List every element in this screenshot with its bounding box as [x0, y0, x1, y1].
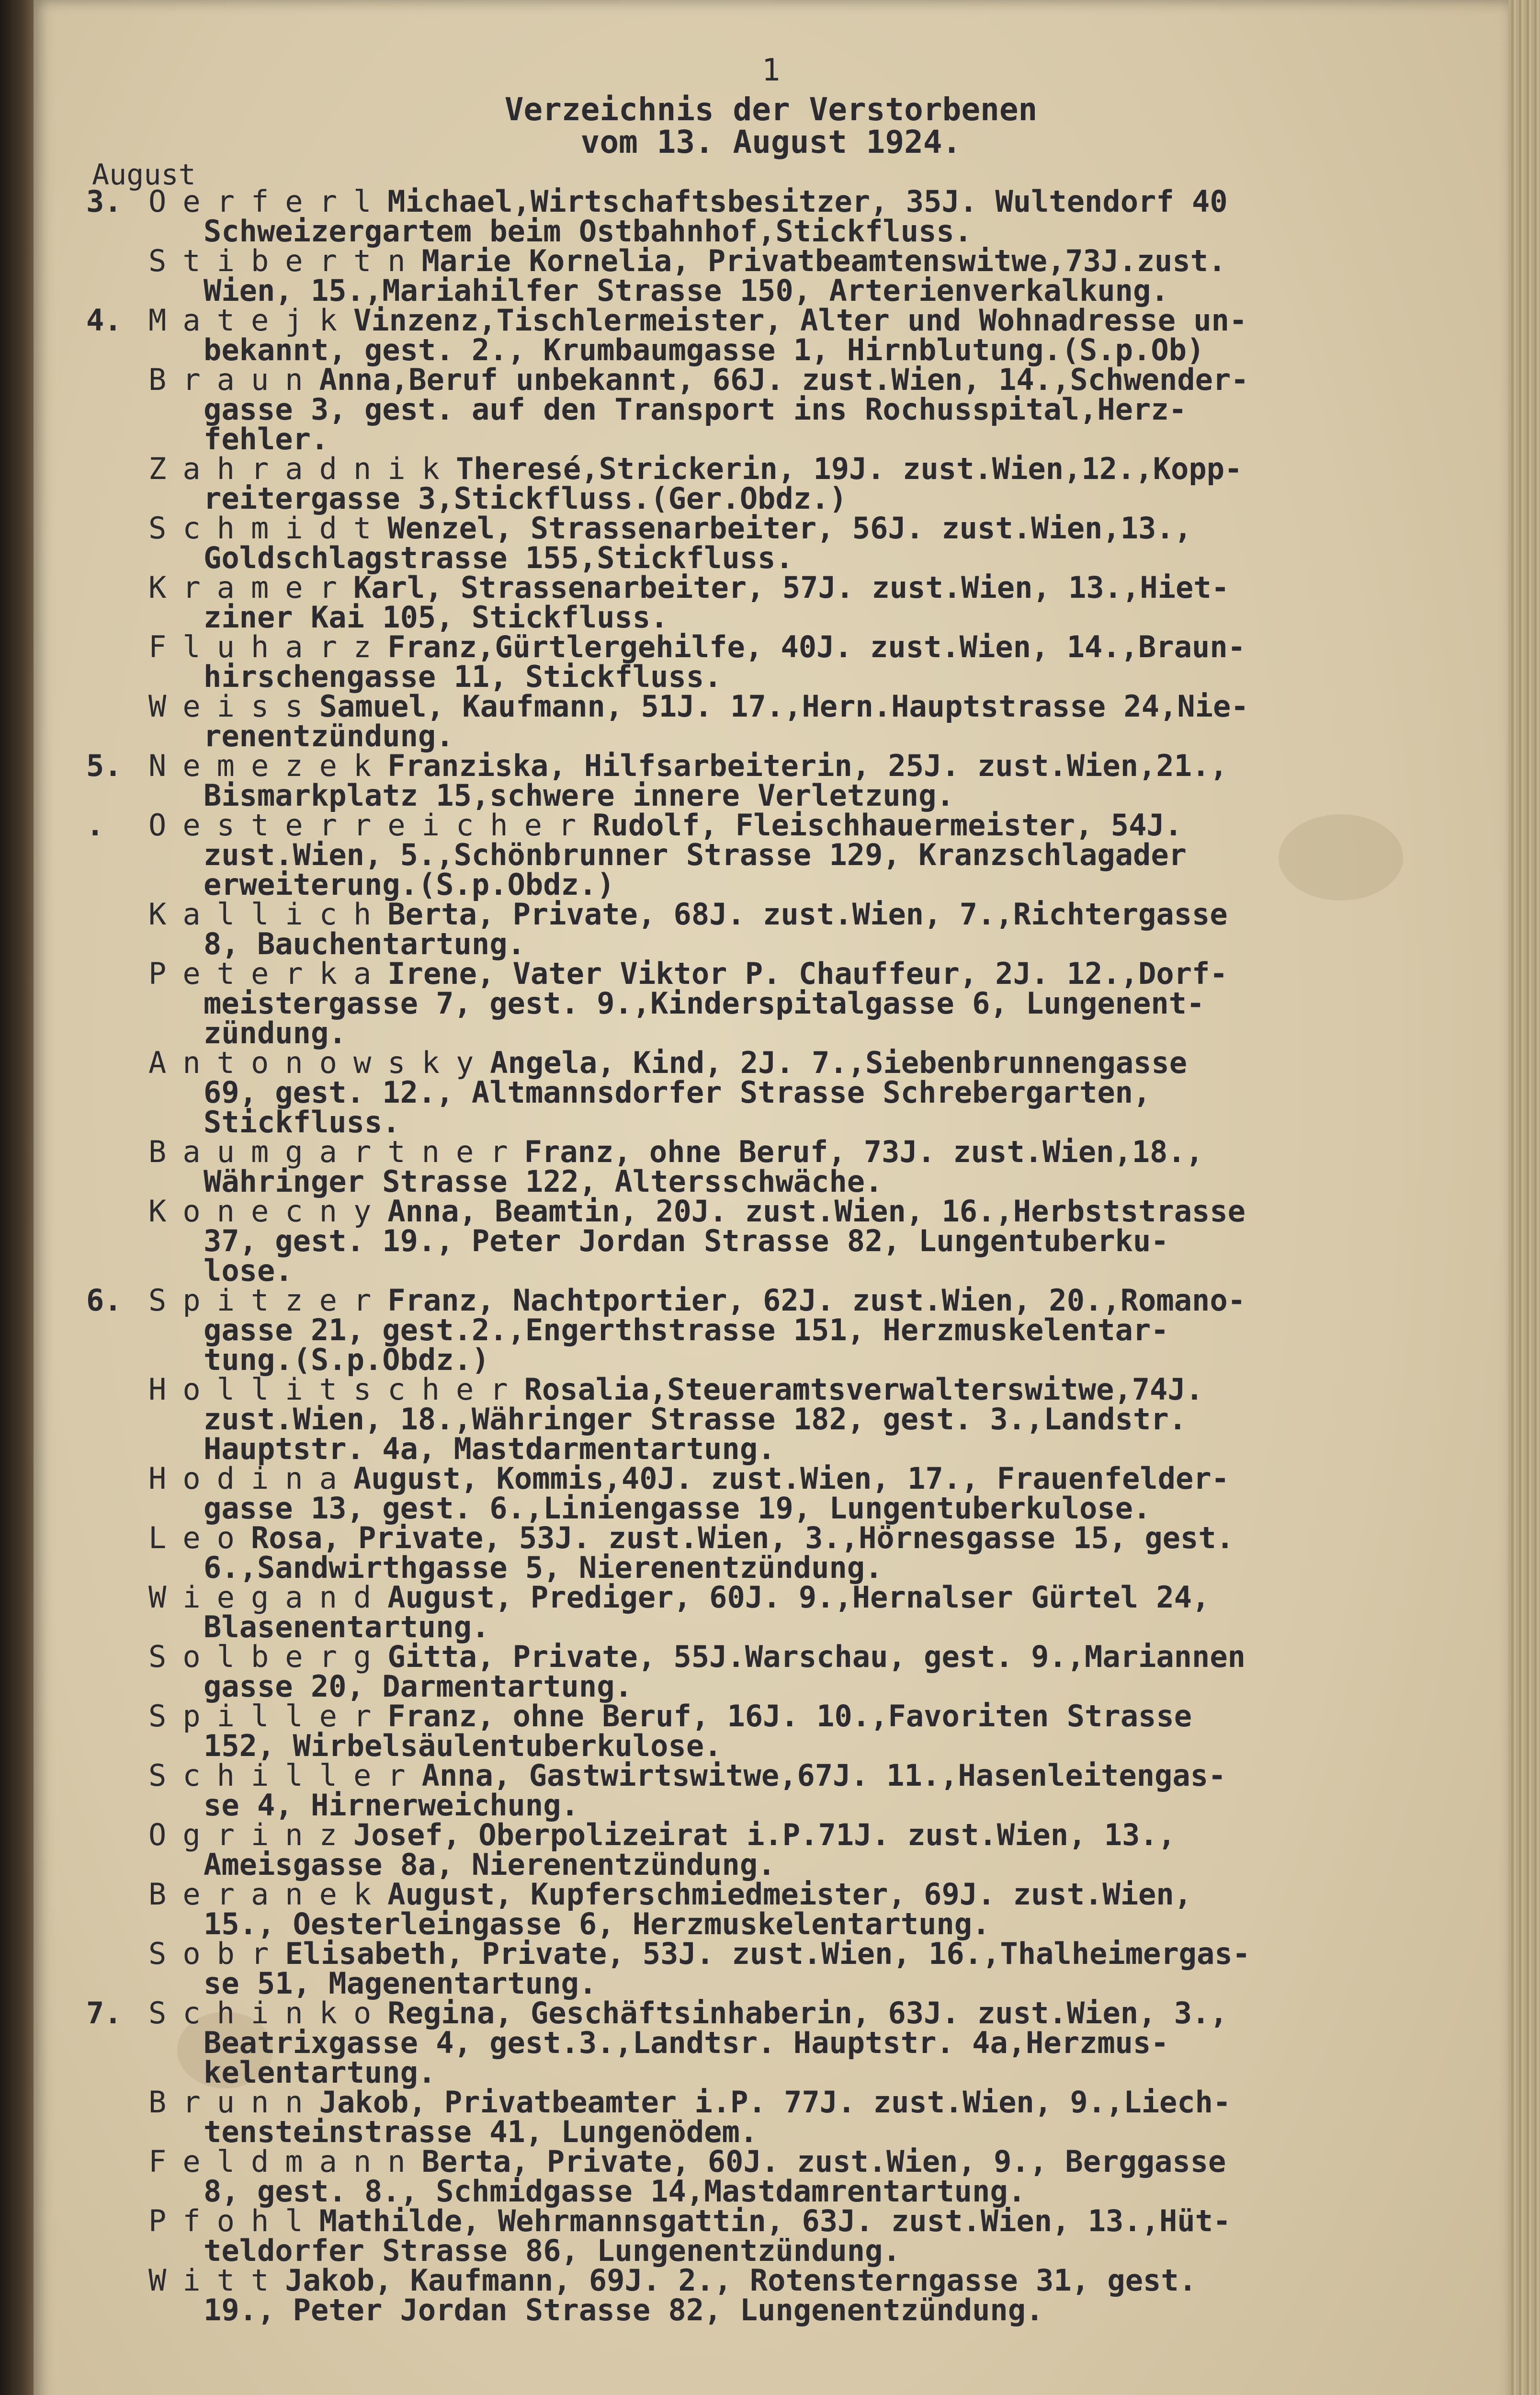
document-title: Verzeichnis der Verstorbenen: [504, 91, 1038, 128]
entry-continuation-line: 69, gest. 12., Altmannsdorfer Strasse Schrebergarten,: [204, 1075, 1151, 1110]
entry-surname: Beranek: [148, 1877, 388, 1912]
entry-details: Jakob, Kaufmann, 69J. 2., Rotensterngasse 31, gest.: [285, 2263, 1197, 2298]
register-entry: [34, 956, 1508, 1050]
register-entry: [34, 689, 1508, 753]
entry-first-line: [34, 303, 1508, 338]
entry-continuation-line: 152, Wirbelsäulentuberkulose.: [204, 1728, 722, 1763]
register-entry: [34, 748, 1508, 813]
entry-surname: Feldmann: [148, 2144, 422, 2179]
register-entry: [34, 2263, 1508, 2327]
entry-surname: Ogrinz: [148, 1817, 353, 1852]
entry-surname: Hollitscher: [148, 1372, 524, 1407]
entry-surname: Weiss: [148, 689, 319, 724]
register-entry: [34, 303, 1508, 367]
entry-continuation-line: erweiterung.(S.p.Obdz.): [204, 867, 615, 902]
register-entry: [34, 1194, 1508, 1288]
entry-continuation-line: se 4, Hirnerweichung.: [204, 1788, 579, 1823]
entry-first-line: [34, 1194, 1508, 1229]
document-page: [34, 0, 1508, 2395]
entry-continuation-line: Blasenentartung.: [204, 1609, 490, 1644]
register-entry: [34, 1372, 1508, 1466]
entry-first-line: [34, 1045, 1508, 1080]
entry-first-line: [34, 511, 1508, 546]
entry-surname: Schiller: [148, 1758, 422, 1793]
entry-first-line: [34, 2144, 1508, 2179]
entry-details: Franziska, Hilfsarbeiterin, 25J. zust.Wien,21.,: [387, 748, 1228, 783]
entry-first-line: [34, 362, 1508, 397]
entry-continuation-line: se 51, Magenentartung.: [204, 1966, 597, 2001]
entry-details: Rudolf, Fleischhauermeister, 54J.: [592, 808, 1183, 843]
entry-continuation-line: hirschengasse 11, Stickfluss.: [204, 659, 722, 694]
entry-first-line: [34, 1699, 1508, 1734]
register-entry: [34, 2203, 1508, 2268]
entry-first-line: [34, 1877, 1508, 1912]
entry-continuation-line: gasse 3, gest. auf den Transport ins Rochusspital,Herz-: [204, 392, 1187, 427]
entry-surname: Konecny: [148, 1194, 388, 1229]
entry-details: August, Kupferschmiedmeister, 69J. zust.Wien,: [387, 1877, 1192, 1912]
entry-continuation-line: tensteinstrasse 41, Lungenödem.: [204, 2114, 758, 2149]
entry-continuation-line: zündung.: [204, 1015, 347, 1050]
entry-continuation-line: Goldschlagstrasse 155,Stickfluss.: [204, 540, 793, 575]
entry-day: 5.: [86, 748, 122, 783]
entry-first-line: [34, 689, 1508, 724]
entry-first-line: [34, 570, 1508, 605]
register-entry: [34, 1045, 1508, 1140]
entry-details: Josef, Oberpolizeirat i.P.71J. zust.Wien, 13.,: [353, 1817, 1176, 1852]
entry-first-line: [34, 1461, 1508, 1496]
entry-surname: Leo: [148, 1520, 251, 1555]
month-heading: August: [92, 158, 196, 192]
entry-details: Vinzenz,Tischlermeister, Alter und Wohnadresse un-: [353, 303, 1247, 338]
register-entry: [34, 1520, 1508, 1585]
entry-continuation-line: bekannt, gest. 2., Krumbaumgasse 1, Hirnblutung.(S.p.Ob): [204, 332, 1205, 367]
entry-continuation-line: zust.Wien, 18.,Währinger Strasse 182, gest. 3.,Landstr.: [204, 1402, 1187, 1437]
register-entry: [34, 629, 1508, 694]
register-entry: [34, 1877, 1508, 1941]
entry-surname: Hodina: [148, 1461, 353, 1496]
register-entry: [34, 451, 1508, 516]
entry-first-line: [34, 1372, 1508, 1407]
entry-details: Franz, ohne Beruf, 73J. zust.Wien,18.,: [524, 1134, 1204, 1169]
register-entry: [34, 2144, 1508, 2209]
entry-continuation-line: Stickfluss.: [204, 1105, 400, 1140]
entry-details: Theresé,Strickerin, 19J. zust.Wien,12.,Kopp-: [455, 451, 1243, 486]
entry-first-line: [34, 2085, 1508, 2120]
register-entry: [34, 513, 1508, 573]
entry-first-line: [34, 2203, 1508, 2238]
entry-continuation-line: Schweizergartem beim Ostbahnhof,Stickfluss.: [204, 214, 973, 249]
register-entry: [34, 1758, 1508, 1823]
entry-surname: Kramer: [148, 570, 353, 605]
entry-surname: Braun: [148, 362, 319, 397]
entry-day: 6.: [86, 1283, 122, 1318]
entry-details: Jakob, Privatbeamter i.P. 77J. zust.Wien, 9.,Liech-: [319, 2085, 1231, 2120]
entry-details: Franz, Nachtportier, 62J. zust.Wien, 20.,Romano-: [387, 1283, 1246, 1318]
entry-continuation-line: gasse 13, gest. 6.,Liniengasse 19, Lungentuberkulose.: [204, 1491, 1151, 1526]
register-entry: [34, 1283, 1508, 1377]
entry-details: Regina, Geschäftsinhaberin, 63J. zust.Wien, 3.,: [387, 1996, 1228, 2030]
register-entry: [34, 1639, 1508, 1704]
register-entry: [34, 1701, 1508, 1761]
entry-continuation-line: teldorfer Strasse 86, Lungenentzündung.: [204, 2233, 901, 2268]
entry-continuation-line: reitergasse 3,Stickfluss.(Ger.Obdz.): [204, 481, 847, 516]
entry-continuation-line: Beatrixgasse 4, gest.3.,Landtsr. Hauptstr. 4a,Herzmus-: [204, 2025, 1169, 2060]
entry-continuation-line: gasse 20, Darmentartung.: [204, 1669, 633, 1704]
entry-continuation-line: meistergasse 7, gest. 9.,Kinderspitalgasse 6, Lungenent-: [204, 986, 1205, 1021]
entry-surname: Stibertn: [148, 243, 422, 278]
entry-surname: Spitzer: [148, 1283, 388, 1318]
register-entry: [34, 1996, 1508, 2090]
entry-details: Wenzel, Strassenarbeiter, 56J. zust.Wien,13.,: [387, 511, 1192, 546]
entry-surname: Baumgartner: [148, 1134, 524, 1169]
entry-details: Anna, Beamtin, 20J. zust.Wien, 16.,Herbststrasse: [387, 1194, 1246, 1229]
entry-continuation-line: 6.,Sandwirthgasse 5, Nierenentzündung.: [204, 1550, 883, 1585]
entry-first-line: [34, 1283, 1508, 1318]
entry-details: Karl, Strassenarbeiter, 57J. zust.Wien, 13.,Hiet-: [353, 570, 1229, 605]
entry-first-line: [34, 243, 1508, 278]
entry-details: Gitta, Private, 55J.Warschau, gest. 9.,Mariannen: [387, 1639, 1246, 1674]
entry-details: Mathilde, Wehrmannsgattin, 63J. zust.Wien, 13.,Hüt-: [319, 2203, 1231, 2238]
entry-surname: Pfohl: [148, 2203, 319, 2238]
entry-details: Rosalia,Steueramtsverwalterswitwe,74J.: [524, 1372, 1204, 1407]
entry-continuation-line: kelentartung.: [204, 2055, 436, 2090]
register-entry: [34, 184, 1508, 249]
entry-surname: Witt: [148, 2263, 285, 2298]
entry-continuation-line: Währinger Strasse 122, Altersschwäche.: [204, 1164, 883, 1199]
entry-continuation-line: 8, gest. 8., Schmidgasse 14,Mastdamrentartung.: [204, 2174, 1026, 2209]
entry-first-line: [34, 1936, 1508, 1971]
register-entry: [34, 2087, 1508, 2147]
entry-continuation-line: 15., Oesterleingasse 6, Herzmuskelentartung.: [204, 1906, 990, 1941]
entry-details: Franz,Gürtlergehilfe, 40J. zust.Wien, 14.,Braun-: [387, 629, 1246, 664]
entry-continuation-line: 37, gest. 19., Peter Jordan Strasse 82, Lungentuberku-: [204, 1223, 1169, 1258]
entry-first-line: [34, 1580, 1508, 1615]
entry-details: Elisabeth, Private, 53J. zust.Wien, 16.,Thalheimergas-: [285, 1936, 1250, 1971]
register-entry: [34, 1936, 1508, 2001]
entry-surname: Wiegand: [148, 1580, 388, 1615]
entry-first-line: [34, 897, 1508, 932]
entry-first-line: [34, 1758, 1508, 1793]
entry-details: Michael,Wirtschaftsbesitzer, 35J. Wultendorf 40: [387, 184, 1228, 219]
entry-first-line: [34, 1998, 1508, 2028]
entry-surname: Oesterreicher: [148, 808, 593, 843]
register-entry: [34, 810, 1508, 900]
entry-surname: Oerferl: [148, 184, 388, 219]
entry-continuation-line: tung.(S.p.Obdz.): [204, 1342, 490, 1377]
document-subtitle: vom 13. August 1924.: [580, 124, 962, 160]
entry-details: Berta, Private, 60J. zust.Wien, 9., Berggasse: [421, 2144, 1226, 2179]
entry-details: August, Prediger, 60J. 9.,Hernalser Gürtel 24,: [387, 1580, 1210, 1615]
entry-surname: Schmidt: [148, 511, 388, 546]
entry-first-line: [34, 808, 1508, 843]
entry-continuation-line: Ameisgasse 8a, Nierenentzündung.: [204, 1847, 776, 1882]
entry-details: Marie Kornelia, Privatbeamtenswitwe,73J.zust.: [421, 243, 1226, 278]
entry-details: August, Kommis,40J. zust.Wien, 17., Frauenfelder-: [353, 1461, 1229, 1496]
entry-first-line: [34, 956, 1508, 991]
register-entry: [34, 362, 1508, 456]
register-entry: [34, 243, 1508, 308]
entry-details: Samuel, Kaufmann, 51J. 17.,Hern.Hauptstrasse 24,Nie-: [319, 689, 1249, 724]
entry-details: Anna, Gastwirtswitwe,67J. 11.,Hasenleitengas-: [421, 1758, 1226, 1793]
entry-continuation-line: Bismarkplatz 15,schwere innere Verletzung.: [204, 778, 954, 813]
entry-continuation-line: gasse 21, gest.2.,Engerthstrasse 151, Herzmuskelentar-: [204, 1312, 1169, 1347]
entry-continuation-line: 8, Bauchentartung.: [204, 926, 525, 961]
entry-first-line: [34, 748, 1508, 783]
entry-first-line: [34, 629, 1508, 664]
entry-day: 7.: [86, 1996, 122, 2030]
register-entry: [34, 1817, 1508, 1882]
entry-day: .: [86, 808, 104, 843]
entry-first-line: [34, 184, 1508, 219]
entry-details: Anna,Beruf unbekannt, 66J. zust.Wien, 14.,Schwender-: [319, 362, 1249, 397]
entry-continuation-line: lose.: [204, 1253, 293, 1288]
entry-surname: Zahradnik: [148, 451, 456, 486]
entry-surname: Brunn: [148, 2085, 319, 2120]
register-entry: [34, 897, 1508, 961]
entry-continuation-line: 19., Peter Jordan Strasse 82, Lungenentzündung.: [204, 2292, 1044, 2327]
register-entry: [34, 1134, 1508, 1199]
entry-day: 4.: [86, 303, 122, 338]
entry-surname: Kallich: [148, 897, 388, 932]
register-entry: [34, 1461, 1508, 1526]
entry-continuation-line: zust.Wien, 5.,Schönbrunner Strasse 129, Kranzschlagader: [204, 837, 1187, 872]
entry-continuation-line: ziner Kai 105, Stickfluss.: [204, 600, 668, 635]
entry-surname: Sobr: [148, 1936, 285, 1971]
entry-continuation-line: Wien, 15.,Mariahilfer Strasse 150, Arterienverkalkung.: [204, 273, 1169, 308]
entry-first-line: [34, 1134, 1508, 1169]
entry-continuation-line: Hauptstr. 4a, Mastdarmentartung.: [204, 1431, 776, 1466]
entry-surname: Peterka: [148, 956, 388, 991]
entry-surname: Fluharz: [148, 629, 388, 664]
entry-first-line: [34, 1520, 1508, 1555]
entry-surname: Antonowsky: [148, 1045, 490, 1080]
register-entry: [34, 1580, 1508, 1644]
entry-surname: Solberg: [148, 1639, 388, 1674]
register-entry: [34, 570, 1508, 635]
entry-surname: Matejk: [148, 303, 353, 338]
entry-first-line: [34, 1817, 1508, 1852]
entry-surname: Spiller: [148, 1699, 388, 1734]
entry-first-line: [34, 1639, 1508, 1674]
entry-surname: Nemezek: [148, 748, 388, 783]
entry-first-line: [34, 2263, 1508, 2298]
book-binding-edge: [0, 0, 34, 2395]
entry-first-line: [34, 451, 1508, 486]
entry-continuation-line: fehler.: [204, 422, 329, 456]
entry-surname: Schinko: [148, 1996, 388, 2030]
entry-details: Rosa, Private, 53J. zust.Wien, 3.,Hörnesgasse 15, gest.: [250, 1520, 1234, 1555]
entry-continuation-line: renentzündung.: [204, 718, 454, 753]
entry-details: Berta, Private, 68J. zust.Wien, 7.,Richtergasse: [387, 897, 1228, 932]
death-register-list: [34, 184, 1508, 2327]
page-stack-edge: [1508, 0, 1540, 2395]
page-number: 1: [761, 53, 781, 88]
entry-details: Franz, ohne Beruf, 16J. 10.,Favoriten Strasse: [387, 1699, 1192, 1734]
entry-details: Irene, Vater Viktor P. Chauffeur, 2J. 12.,Dorf-: [387, 956, 1228, 991]
entry-day: 3.: [86, 184, 122, 219]
entry-details: Angela, Kind, 2J. 7.,Siebenbrunnengasse: [490, 1045, 1188, 1080]
